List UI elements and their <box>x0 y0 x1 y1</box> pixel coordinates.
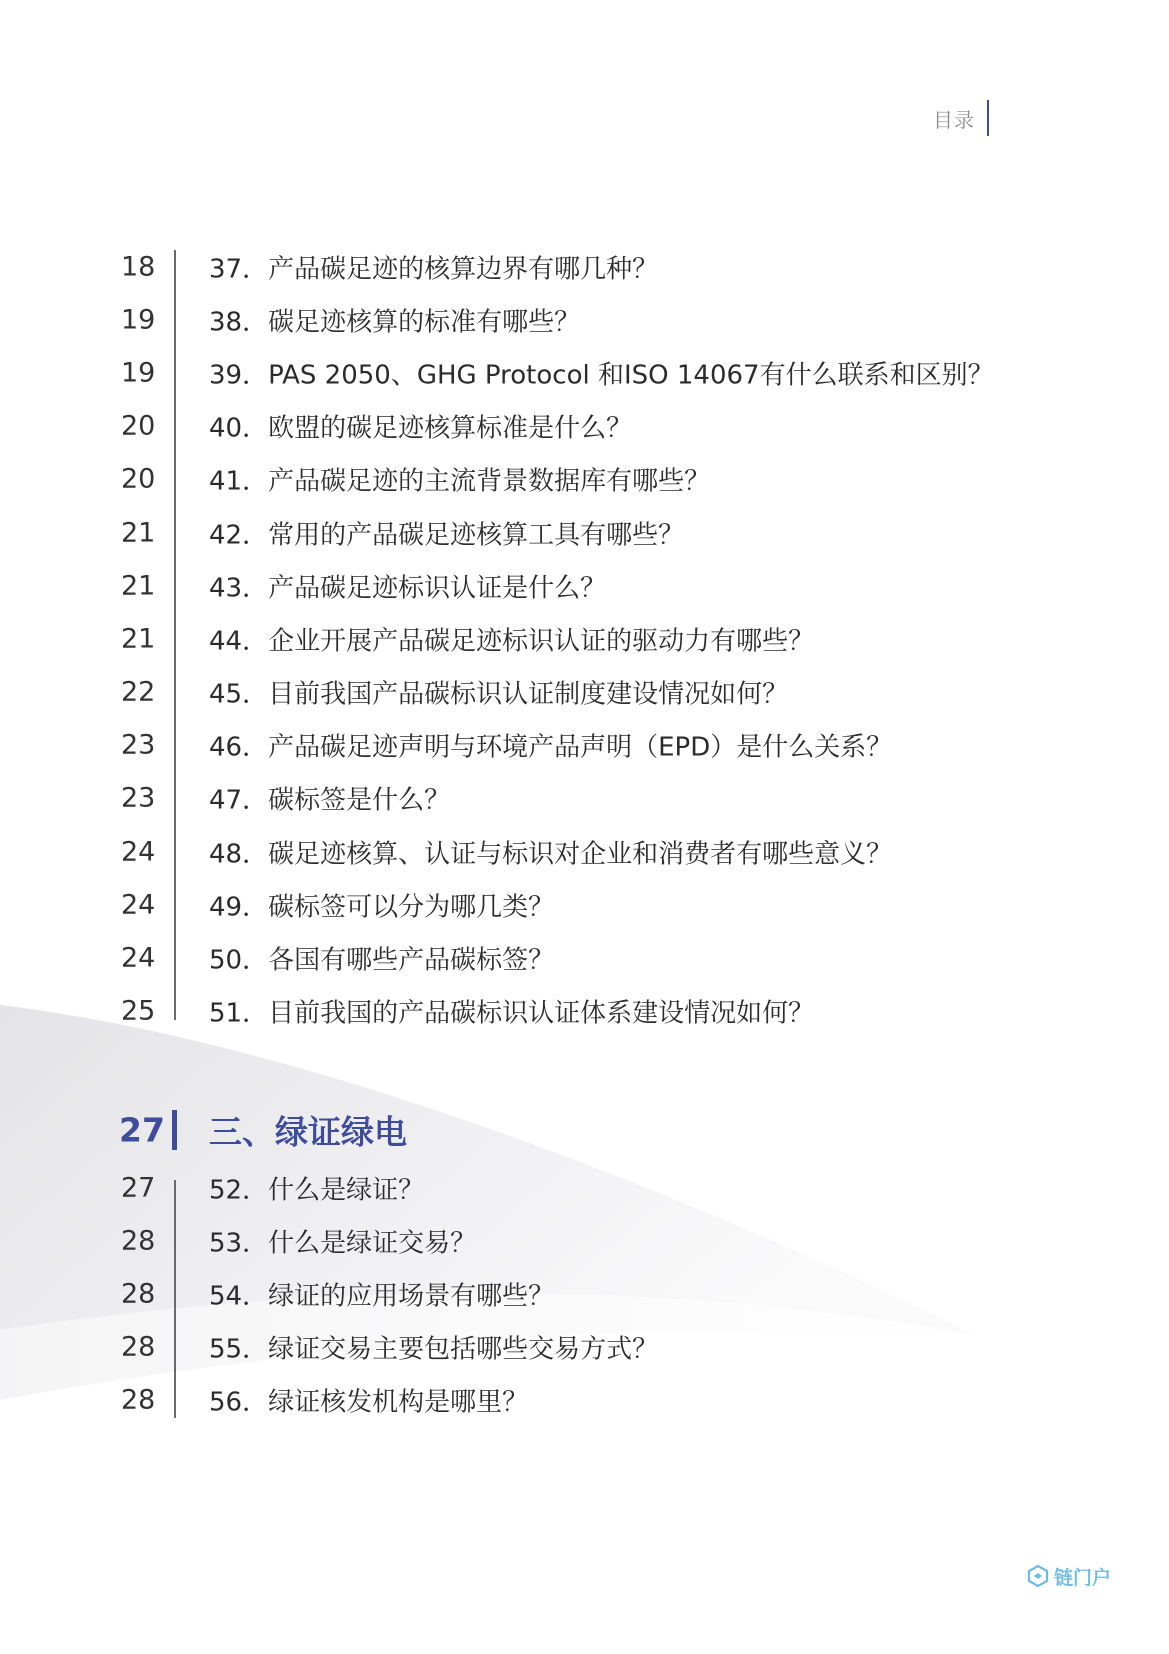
toc-page-number: 25 <box>121 995 156 1027</box>
toc-page-number: 20 <box>121 410 156 442</box>
toc-row <box>0 1374 1169 1427</box>
toc-entry-title: 43．产品碳足迹标识认证是什么？ <box>209 573 607 604</box>
toc-page-number: 27 <box>121 1172 156 1204</box>
toc-row <box>0 825 1169 878</box>
toc-page-number: 23 <box>121 782 156 814</box>
toc-entry-title: 42．常用的产品碳足迹核算工具有哪些？ <box>209 520 685 551</box>
toc-page-number: 23 <box>121 729 156 761</box>
toc-page-number: 28 <box>121 1278 156 1310</box>
toc-row <box>0 1321 1169 1374</box>
section-page-number: 27 <box>119 1110 165 1150</box>
toc-entry-title: 47．碳标签是什么？ <box>209 785 451 816</box>
toc-row <box>0 293 1169 346</box>
toc-entry-title: 54．绿证的应用场景有哪些？ <box>209 1281 555 1312</box>
toc-row <box>0 559 1169 612</box>
toc-page-number: 21 <box>121 517 156 549</box>
toc-row <box>0 240 1169 293</box>
toc-row <box>0 1214 1169 1267</box>
toc-row <box>0 453 1169 506</box>
toc-page-number: 20 <box>121 463 156 495</box>
toc-group-1 <box>0 240 1169 1038</box>
toc-row <box>0 1161 1169 1214</box>
toc-row <box>0 985 1169 1038</box>
toc-page-number: 24 <box>121 836 156 868</box>
toc-entry-title: 39．PAS 2050、GHG Protocol 和ISO 14067有什么联系和区别？ <box>209 360 994 391</box>
toc-entry-title: 41．产品碳足迹的主流背景数据库有哪些？ <box>209 466 711 497</box>
logo-text: 链门户 <box>1054 1566 1112 1589</box>
toc-page-number: 21 <box>121 570 156 602</box>
chain-logo-icon <box>1026 1564 1050 1588</box>
section-title: 三、绿证绿电 <box>209 1112 407 1152</box>
toc-row <box>0 931 1169 984</box>
toc-page-number: 24 <box>121 889 156 921</box>
header-title: 目录 <box>933 108 975 132</box>
toc-row <box>0 1267 1169 1320</box>
toc-row <box>0 400 1169 453</box>
toc-entry-title: 44．企业开展产品碳足迹标识认证的驱动力有哪些？ <box>209 626 815 657</box>
section-accent-bar <box>172 1110 177 1150</box>
toc-row <box>0 772 1169 825</box>
header-accent-bar <box>987 100 989 136</box>
toc-row <box>0 612 1169 665</box>
toc-page-number: 28 <box>121 1384 156 1416</box>
toc-entry-title: 51．目前我国的产品碳标识认证体系建设情况如何？ <box>209 998 815 1029</box>
page-header <box>900 98 1000 138</box>
site-logo <box>1026 1562 1111 1590</box>
toc-entry-title: 56．绿证核发机构是哪里？ <box>209 1387 529 1418</box>
toc-entry-title: 50．各国有哪些产品碳标签？ <box>209 945 555 976</box>
toc-row <box>0 878 1169 931</box>
toc-entry-title: 52．什么是绿证？ <box>209 1175 425 1206</box>
toc-page-number: 21 <box>121 623 156 655</box>
toc-page-number: 19 <box>121 357 156 389</box>
toc-section-heading <box>0 1106 1169 1154</box>
toc-group-2 <box>0 1161 1169 1427</box>
toc-entry-title: 48．碳足迹核算、认证与标识对企业和消费者有哪些意义？ <box>209 839 893 870</box>
toc-entry-title: 46．产品碳足迹声明与环境产品声明（EPD）是什么关系？ <box>209 732 893 763</box>
toc-page-number: 19 <box>121 304 156 336</box>
toc-entry-title: 38．碳足迹核算的标准有哪些？ <box>209 307 581 338</box>
toc-row <box>0 719 1169 772</box>
toc-entry-title: 45．目前我国产品碳标识认证制度建设情况如何？ <box>209 679 789 710</box>
toc-entry-title: 37．产品碳足迹的核算边界有哪几种？ <box>209 254 659 285</box>
toc-entry-title: 49．碳标签可以分为哪几类？ <box>209 892 555 923</box>
toc-entry-title: 53．什么是绿证交易？ <box>209 1228 477 1259</box>
toc-row <box>0 666 1169 719</box>
toc-page-number: 28 <box>121 1225 156 1257</box>
toc-page-number: 18 <box>121 251 156 283</box>
toc-row <box>0 506 1169 559</box>
toc-page-number: 24 <box>121 942 156 974</box>
toc-page-number: 28 <box>121 1331 156 1363</box>
toc-entry-title: 40．欧盟的碳足迹核算标准是什么？ <box>209 413 633 444</box>
toc-page-number: 22 <box>121 676 156 708</box>
toc-row <box>0 346 1169 399</box>
toc-entry-title: 55．绿证交易主要包括哪些交易方式？ <box>209 1334 659 1365</box>
